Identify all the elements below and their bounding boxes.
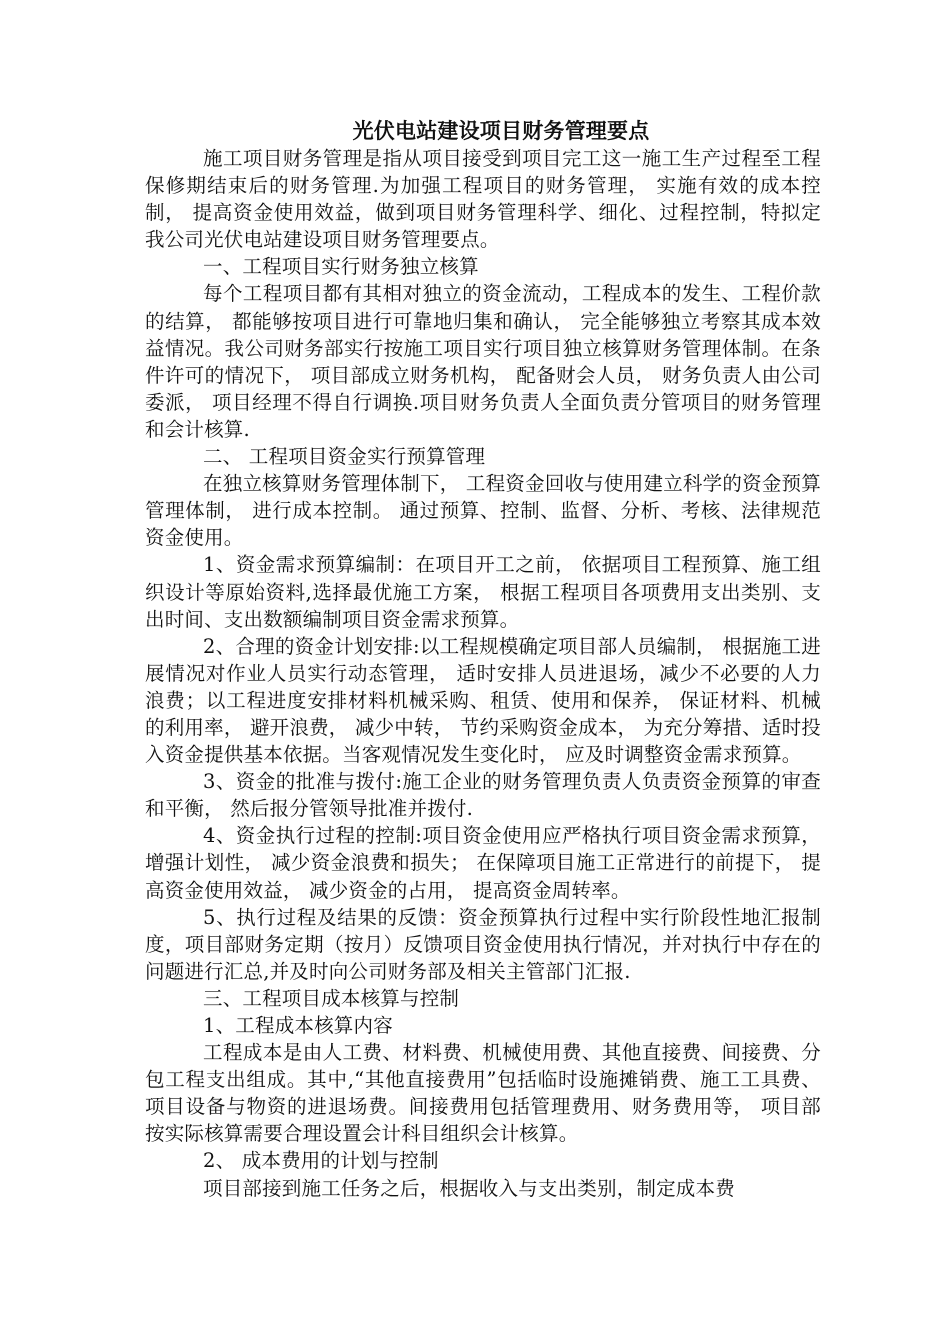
paragraph-item-2: 2、合理的资金计划安排:以工程规模确定项目部人员编制， 根据施工进展情况对作业人员实行动态管理， 适时安排人员进退场，减少不必要的人力浪费；以工程进度安排材料机械采购、租赁、使用和保养， 保证材料、机械的利用率， 避开浪费， 减少中转， 节约采购资金成本， 为充分筹措、适时投入资金提供基本依据。当客观情况发生变化时， 应及时调整资金需求预算。 <box>145 634 821 767</box>
heading-section-1: 一、工程项目实行财务独立核算 <box>203 255 479 279</box>
document-body <box>145 118 821 1202</box>
paragraph-intro: 施工项目财务管理是指从项目接受到项目完工这一施工生产过程至工程保修期结束后的财务管理.为加强工程项目的财务管理， 实施有效的成本控制， 提高资金使用效益，做到项目财务管理科学、细化、过程控制，特拟定我公司光伏电站建设项目财务管理要点。 <box>145 147 821 252</box>
paragraph-item-4: 4、资金执行过程的控制:项目资金使用应严格执行项目资金需求预算， 增强计划性， 减少资金浪费和损失； 在保障项目施工正常进行的前提下， 提高资金使用效益， 减少资金的占用， 提高资金周转率。 <box>145 824 821 902</box>
heading-subsection-3-2: 2、 成本费用的计划与控制 <box>203 1149 439 1173</box>
paragraph-item-1: 1、资金需求预算编制：在项目开工之前， 依据项目工程预算、施工组织设计等原始资料,选择最优施工方案， 根据工程项目各项费用支出类别、支出时间、支出数额编制项目资金需求预算。 <box>145 553 821 631</box>
heading-section-2: 二、 工程项目资金实行预算管理 <box>203 445 486 469</box>
heading-subsection-3-1: 1、工程成本核算内容 <box>203 1014 393 1037</box>
paragraph-subsection-3-2: 项目部接到施工任务之后，根据收入与支出类别，制定成本费 <box>203 1176 735 1200</box>
heading-section-3: 三、工程项目成本核算与控制 <box>203 986 460 1010</box>
paragraph-item-3: 3、资金的批准与拨付:施工企业的财务管理负责人负责资金预算的审查和平衡， 然后报分管领导批准并拨付. <box>145 770 821 821</box>
paragraph-section-1: 每个工程项目都有其相对独立的资金流动，工程成本的发生、工程价款的结算， 都能够按项目进行可靠地归集和确认， 完全能够独立考察其成本效益情况。我公司财务部实行按施工项目实行项目独立核算财务管理体制。在条件许可的情况下， 项目部成立财务机构， 配备财会人员， 财务负责人由公司委派， 项目经理不得自行调换.项目财务负责人全面负责分管项目的财务管理和会计核算. <box>145 282 821 441</box>
paragraph-subsection-3-1: 工程成本是由人工费、材料费、机械使用费、其他直接费、间接费、分包工程支出组成。其中,“其他直接费用”包括临时设施摊销费、施工工具费、项目设备与物资的进退场费。间接费用包括管理费用、财务费用等， 项目部按实际核算需要合理设置会计科目组织会计核算。 <box>145 1041 821 1146</box>
paragraph-section-2: 在独立核算财务管理体制下， 工程资金回收与使用建立科学的资金预算管理体制， 进行成本控制。 通过预算、控制、监督、分析、考核、法律规范资金使用。 <box>145 472 821 550</box>
document-title: 光伏电站建设项目财务管理要点 <box>352 119 650 143</box>
paragraph-item-5: 5、执行过程及结果的反馈：资金预算执行过程中实行阶段性地汇报制度，项目部财务定期（按月）反馈项目资金使用执行情况，并对执行中存在的问题进行汇总,并及时向公司财务部及相关主管部门汇报. <box>145 905 821 983</box>
